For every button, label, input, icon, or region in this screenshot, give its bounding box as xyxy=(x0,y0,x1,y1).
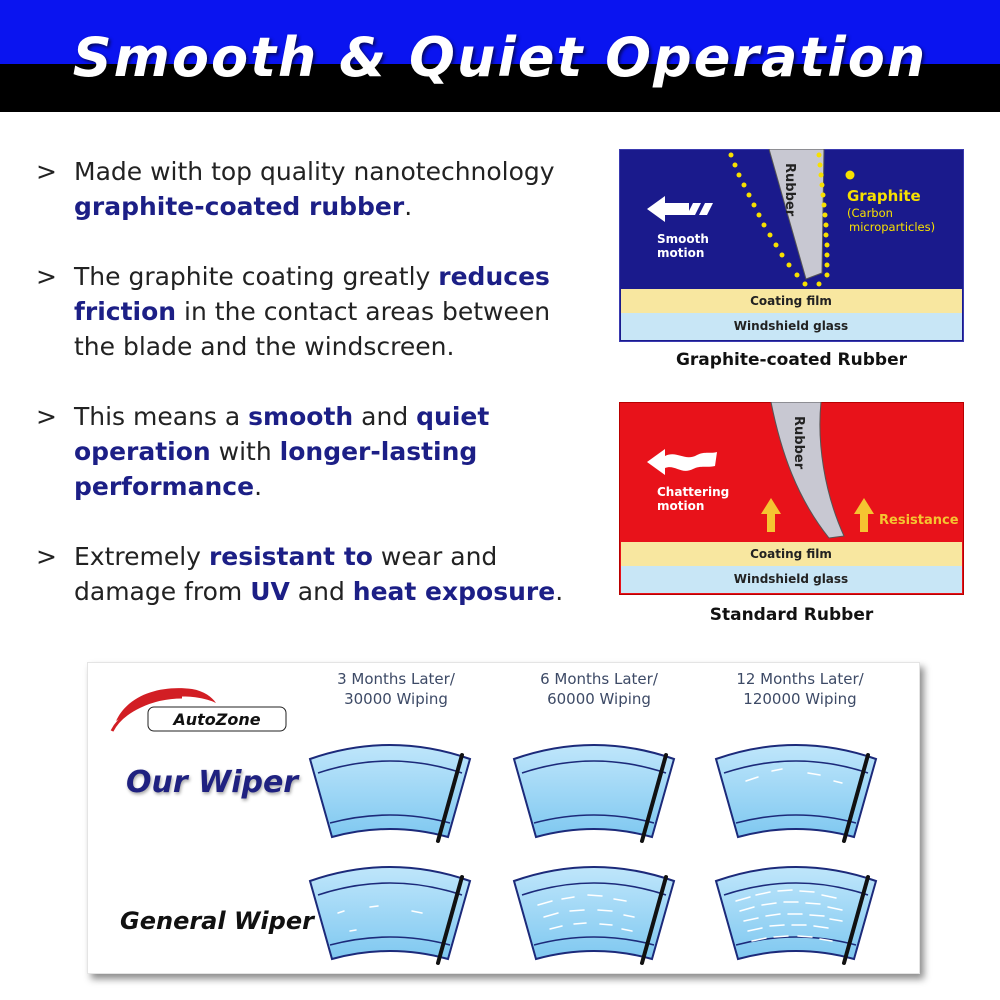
column-header-line: 6 Months Later/ xyxy=(540,670,658,688)
header-banner xyxy=(0,0,1000,112)
windshield-glass-label: Windshield glass xyxy=(733,572,849,586)
bullet-highlight: graphite-coated rubber xyxy=(74,192,405,221)
bullet-text-part: Extremely xyxy=(74,542,209,571)
smooth-motion-label: motion xyxy=(657,246,705,260)
row-label-general-wiper: General Wiper xyxy=(120,907,314,935)
general-wiper-3-months xyxy=(310,867,470,963)
our-wiper-3-months xyxy=(310,745,470,841)
smooth-motion-label: Smooth xyxy=(657,232,709,246)
rubber-label: Rubber xyxy=(782,163,797,217)
standard-rubber-caption: Standard Rubber xyxy=(709,605,874,625)
standard-rubber-illustration xyxy=(619,402,964,595)
bullet-marker: > xyxy=(36,542,57,571)
graphite-sub-label: (Carbon xyxy=(847,206,893,220)
bullet-text-part: wear and damage from xyxy=(74,542,498,606)
wiper-comparison-panel xyxy=(87,662,920,974)
logo-text: AutoZone xyxy=(173,710,261,729)
our-wiper-12-months xyxy=(716,745,876,841)
bullet-text-part: with xyxy=(210,437,280,466)
graphite-rubber-illustration xyxy=(619,149,964,342)
column-header-line: 12 Months Later/ xyxy=(736,670,864,688)
bullet-highlight: heat exposure xyxy=(352,577,556,606)
bullet-text-part: and xyxy=(289,577,353,606)
windshield-glass-label: Windshield glass xyxy=(733,319,849,333)
bullet-text-part: in the contact areas between the blade and the windscreen. xyxy=(74,297,551,361)
column-header-line: 120000 Wiping xyxy=(743,690,857,708)
bullet-text-part: Made with top quality nanotechnology xyxy=(74,157,555,186)
graphite-rubber-diagram xyxy=(619,149,964,342)
bullet-text xyxy=(74,399,524,504)
graphite-label: Graphite xyxy=(847,187,921,205)
chattering-motion-label: Chattering xyxy=(657,485,730,499)
bullet-marker: > xyxy=(36,157,57,186)
coating-film-label: Coating film xyxy=(750,294,832,308)
bullet-marker: > xyxy=(36,402,57,431)
bullet-text-part: The graphite coating greatly xyxy=(74,262,439,291)
page-title: Smooth & Quiet Operation xyxy=(72,26,928,89)
graphite-sub-label: microparticles) xyxy=(849,220,936,234)
row-label-our-wiper: Our Wiper xyxy=(126,765,299,800)
bullet-text-part: This means a xyxy=(74,402,249,431)
bullet-text-part: . xyxy=(254,472,263,501)
bullet-text xyxy=(74,154,614,224)
graphite-rubber-caption: Graphite-coated Rubber xyxy=(675,350,908,370)
chattering-motion-label: motion xyxy=(657,499,705,513)
our-wiper-6-months xyxy=(514,745,674,841)
column-header-line: 30000 Wiping xyxy=(344,690,448,708)
bullet-text xyxy=(74,539,594,609)
column-header-12-months xyxy=(700,669,900,709)
standard-rubber-diagram xyxy=(619,402,964,595)
bullet-highlight: reduces friction xyxy=(74,262,550,326)
general-wiper-12-months xyxy=(716,867,876,963)
bullet-text xyxy=(74,259,589,364)
general-wiper-6-months xyxy=(514,867,674,963)
column-header-6-months xyxy=(499,669,699,709)
bullet-marker: > xyxy=(36,262,57,291)
bullet-text-part: . xyxy=(555,577,564,606)
bullet-highlight: UV xyxy=(250,577,290,606)
bullet-highlight: quiet operation xyxy=(74,402,490,466)
coating-film-label: Coating film xyxy=(750,547,832,561)
column-header-line: 60000 Wiping xyxy=(547,690,651,708)
bullet-highlight: smooth xyxy=(248,402,354,431)
bullet-highlight: resistant to xyxy=(208,542,373,571)
column-header-3-months xyxy=(296,669,496,709)
rubber-label: Rubber xyxy=(791,416,806,470)
autozone-logo xyxy=(112,688,286,731)
resistance-label: Resistance xyxy=(879,513,959,528)
bullet-highlight: longer-lasting performance xyxy=(74,437,478,501)
column-header-line: 3 Months Later/ xyxy=(337,670,455,688)
bullet-text-part: . xyxy=(404,192,413,221)
bullet-text-part: and xyxy=(353,402,417,431)
